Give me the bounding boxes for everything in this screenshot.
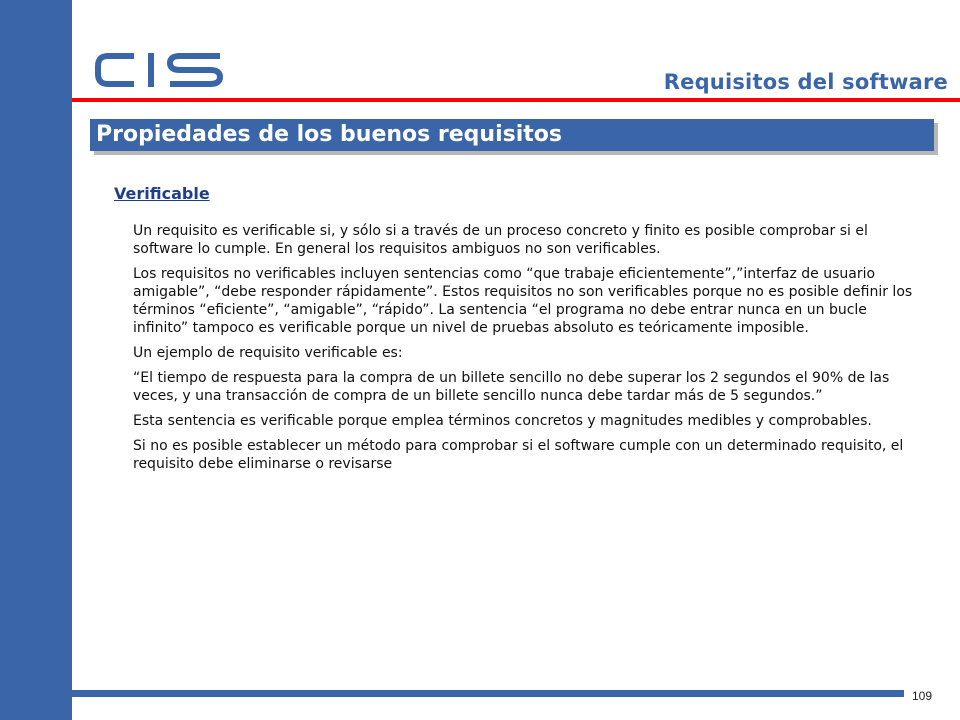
- slide-title-banner: Propiedades de los buenos requisitos: [90, 119, 934, 151]
- left-side-bar: [0, 0, 72, 720]
- cis-logo: [94, 50, 226, 90]
- paragraph-example-quote: “El tiempo de respuesta para la compra de un billete sencillo no debe superar los 2 segundos el 90% de las veces, y una transacción de compra de un billete sencillo nunca debe tardar más de 5 segundos.”: [133, 370, 890, 404]
- paragraph-example-intro: Un ejemplo de requisito verificable es:: [133, 345, 403, 361]
- paragraph-explanation: Esta sentencia es verificable porque emplea términos concretos y magnitudes medibles y comprobables.: [133, 413, 872, 429]
- paragraph-conclusion: Si no es posible establecer un método para comprobar si el software cumple con un determinado requisito, el requisito debe eliminarse o revisarse: [133, 438, 904, 472]
- page-number: 109: [912, 689, 933, 703]
- paragraph-non-verifiable: Los requisitos no verificables incluyen sentencias como “que trabaje eficientemente”,”interfaz de usuario amigable”, “debe responder rápidamente”. Estos requisitos no son verificables porque no es posible definir los términos “eficiente”, “amigable”, “rápido”. La sentencia “el programa no debe entrar nunca en un bucle infinito” tampoco es verificable porque un nivel de pruebas absoluto es teóricamente imposible.: [133, 266, 913, 336]
- footer-bar: [72, 690, 904, 697]
- section-heading: Verificable: [114, 184, 210, 203]
- paragraph-definition: Un requisito es verificable si, y sólo si a través de un proceso concreto y finito es posible comprobar si el software lo cumple. En general los requisitos ambiguos no son verificables.: [133, 223, 868, 257]
- header-title: Requisitos del software: [663, 70, 948, 94]
- body-text: [133, 222, 923, 480]
- header-divider: [72, 98, 960, 102]
